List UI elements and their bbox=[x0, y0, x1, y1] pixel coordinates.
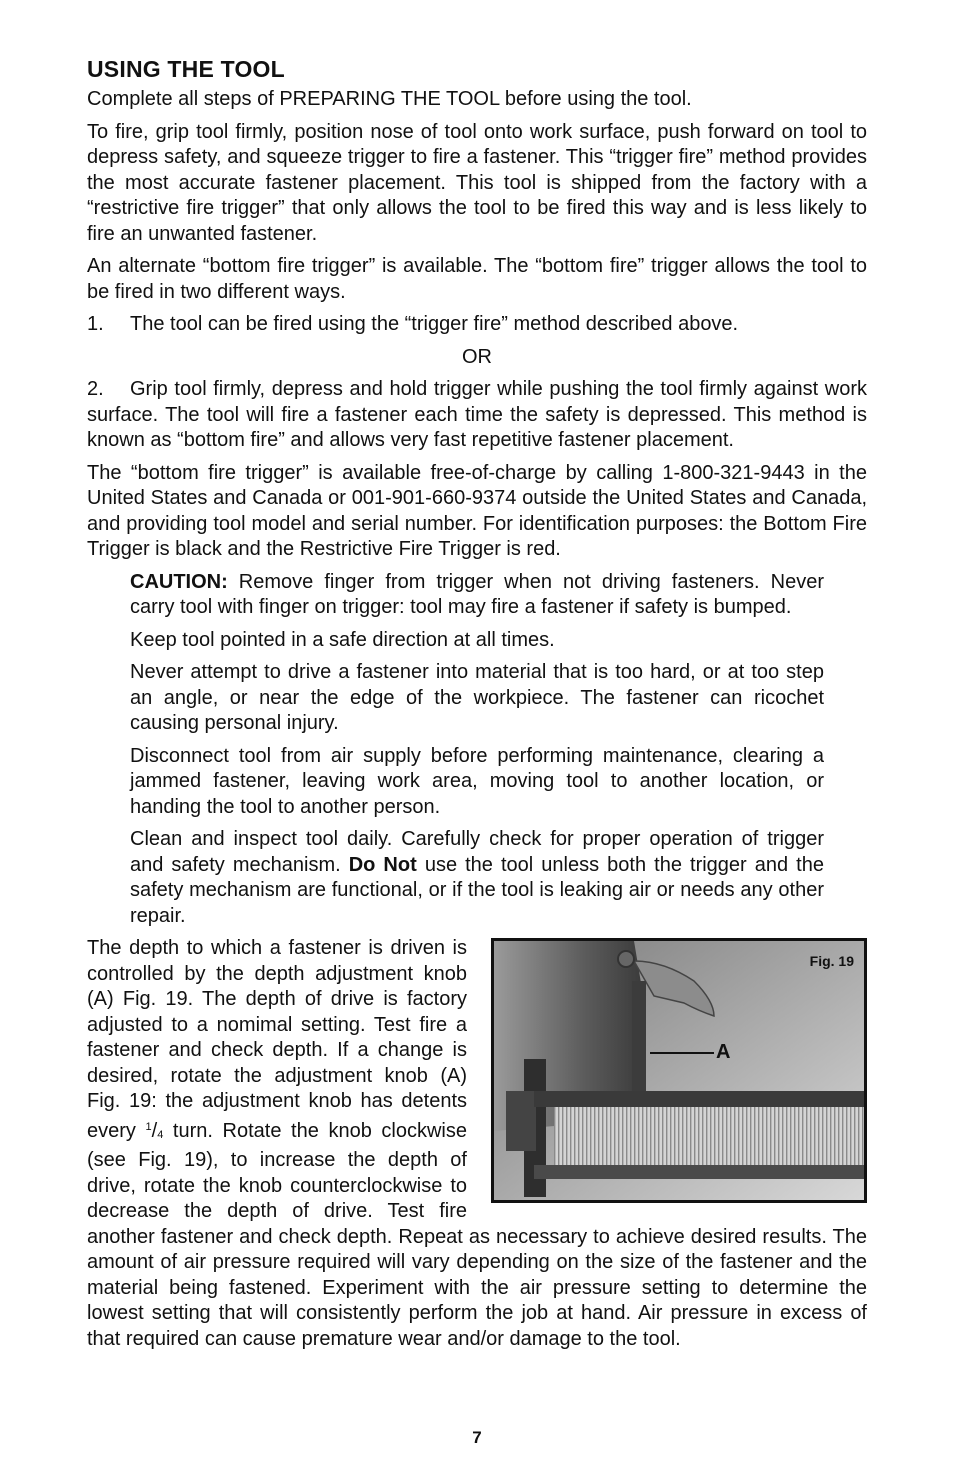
list-item-1-text: The tool can be fired using the “trigger fire” method described above. bbox=[130, 313, 739, 335]
do-not-emphasis: Do Not bbox=[348, 853, 417, 876]
fraction-numerator: 1 bbox=[145, 1120, 152, 1133]
pivot-pin bbox=[618, 951, 634, 967]
alternate-trigger-paragraph: An alternate “bottom fire trigger” is available. The “bottom fire” trigger allows the tool to be fired in two different ways. bbox=[87, 255, 867, 303]
caution-paragraph bbox=[130, 570, 824, 621]
list-item-2 bbox=[87, 377, 867, 454]
caution-disconnect: Disconnect tool from air supply before performing maintenance, clearing a jammed fastener, leaving work area, moving tool to another location, or handing the tool to another person. bbox=[130, 744, 824, 818]
drive-guide bbox=[506, 1091, 536, 1151]
intro-paragraph: Complete all steps of PREPARING THE TOOL before using the tool. bbox=[87, 88, 692, 110]
safety-arm bbox=[632, 981, 646, 1101]
caution-inspect bbox=[130, 827, 824, 929]
bottom-fire-availability-paragraph: The “bottom fire trigger” is available free-of-charge by calling 1-800-321-9443 in the United States and Canada or 001-901-660-9374 outside the United States and Canada, and providing tool model and serial number. For identification purposes: the Bottom Fire Trigger is black and the Restrictive Fire Trigger is red. bbox=[87, 461, 867, 560]
caution-label: CAUTION: bbox=[130, 570, 228, 593]
depth-adjustment-section bbox=[87, 936, 867, 1352]
list-item-1-number: 1. bbox=[87, 313, 104, 335]
or-separator: OR bbox=[462, 345, 492, 368]
caution-ricochet: Never attempt to drive a fastener into material that is too hard, or at too step an angle, or near the edge of the workpiece. The fastener can ricochet causing personal injury. bbox=[130, 661, 824, 734]
magazine-top-rail bbox=[534, 1091, 864, 1107]
depth-text-pre: The depth to which a fastener is driven is controlled by the depth adjustment knob (A) Fig. 19. The depth of drive is factory adjusted to a nomimal setting. Test fire a fastener and check depth. If a change is desired, rotate the adjustment knob (A) Fig. 19: the adjustment knob has detents every bbox=[87, 937, 467, 1142]
fraction-denominator: 4 bbox=[157, 1128, 164, 1141]
caution-text: Remove finger from trigger when not driving fasteners. Never carry tool with finger on trigger: tool may fire a fastener if safety is bumped. bbox=[130, 570, 824, 618]
list-item-1 bbox=[87, 312, 867, 338]
depth-adjustment-paragraph: The depth to which a fastener is driven is controlled by the depth adjustment knob (A) Fig. 19. The depth of drive is factory adjusted to a nomimal setting. Test fire a fastener and check depth. If a change is desired, rotate the adjustment knob (A) Fig. 19: the adjustment knob has detents every $^1/_4$ turn. Rotate the knob clockwise (see Fig. 19), to increase the depth of drive, rotate the knob counterclockwise to decrease the depth of drive. Test fire another fastener and check depth. Repeat as necessary to achieve desired results. The amount of air pressure required will vary depending on the size of the fastener and the material being fastened. Experiment with the air pressure setting to determine the lowest setting that will consistently perform the job at hand. Air pressure in excess of that required can cause premature wear and/or damage to the tool. bbox=[87, 937, 867, 1350]
list-item-2-text: Grip tool firmly, depress and hold trigger while pushing the tool firmly against work surface. The tool will fire a fastener each time the safety is depressed. This method is known as “bottom fire” and allows very fast repetitive fastener placement. bbox=[87, 378, 867, 451]
list-item-2-number: 2. bbox=[87, 378, 104, 400]
figure-19 bbox=[491, 938, 867, 1203]
caution-direction: Keep tool pointed in a safe direction at all times. bbox=[130, 628, 555, 651]
depth-text-post: turn. Rotate the knob clockwise (see Fig. 19), to increase the depth of drive, rotate the knob counterclockwise to decrease the depth of drive. Test fire another fastener and check depth. Repeat as necessary to achieve desired results. The amount of air pressure required will vary depending on the size of the fastener and the material being fastened. Experiment with the air pressure setting to determine the lowest setting that will consistently perform the job at hand. Air pressure in excess of that required can cause premature wear and/or damage to the tool. bbox=[87, 1119, 867, 1350]
staple-strip bbox=[554, 1107, 864, 1167]
caution-inspect-pre: Clean and inspect tool daily. Carefully check for proper operation of trigger and safety mechanism. bbox=[130, 828, 824, 876]
manual-page bbox=[87, 56, 867, 1359]
caution-inspect-post: use the tool unless both the trigger and the safety mechanism are functional, or if the tool is leaking air or needs any other repair. bbox=[130, 853, 824, 927]
nailer-photo-illustration bbox=[494, 941, 864, 1200]
trigger-fire-paragraph: To fire, grip tool firmly, position nose of tool onto work surface, push forward on tool to depress safety, and squeeze trigger to fire a fastener. This “trigger fire” method provides the most accurate fastener placement. This tool is shipped from the factory with a “restrictive fire trigger” that only allows the tool to be fired this way and is less likely to fire an unwanted fastener. bbox=[87, 120, 867, 245]
callout-a-label: A bbox=[716, 1041, 731, 1063]
page-number: 7 bbox=[472, 1428, 482, 1447]
magazine-bottom-rail bbox=[534, 1165, 864, 1179]
section-heading: USING THE TOOL bbox=[87, 56, 285, 82]
figure-label: Fig. 19 bbox=[809, 953, 854, 969]
